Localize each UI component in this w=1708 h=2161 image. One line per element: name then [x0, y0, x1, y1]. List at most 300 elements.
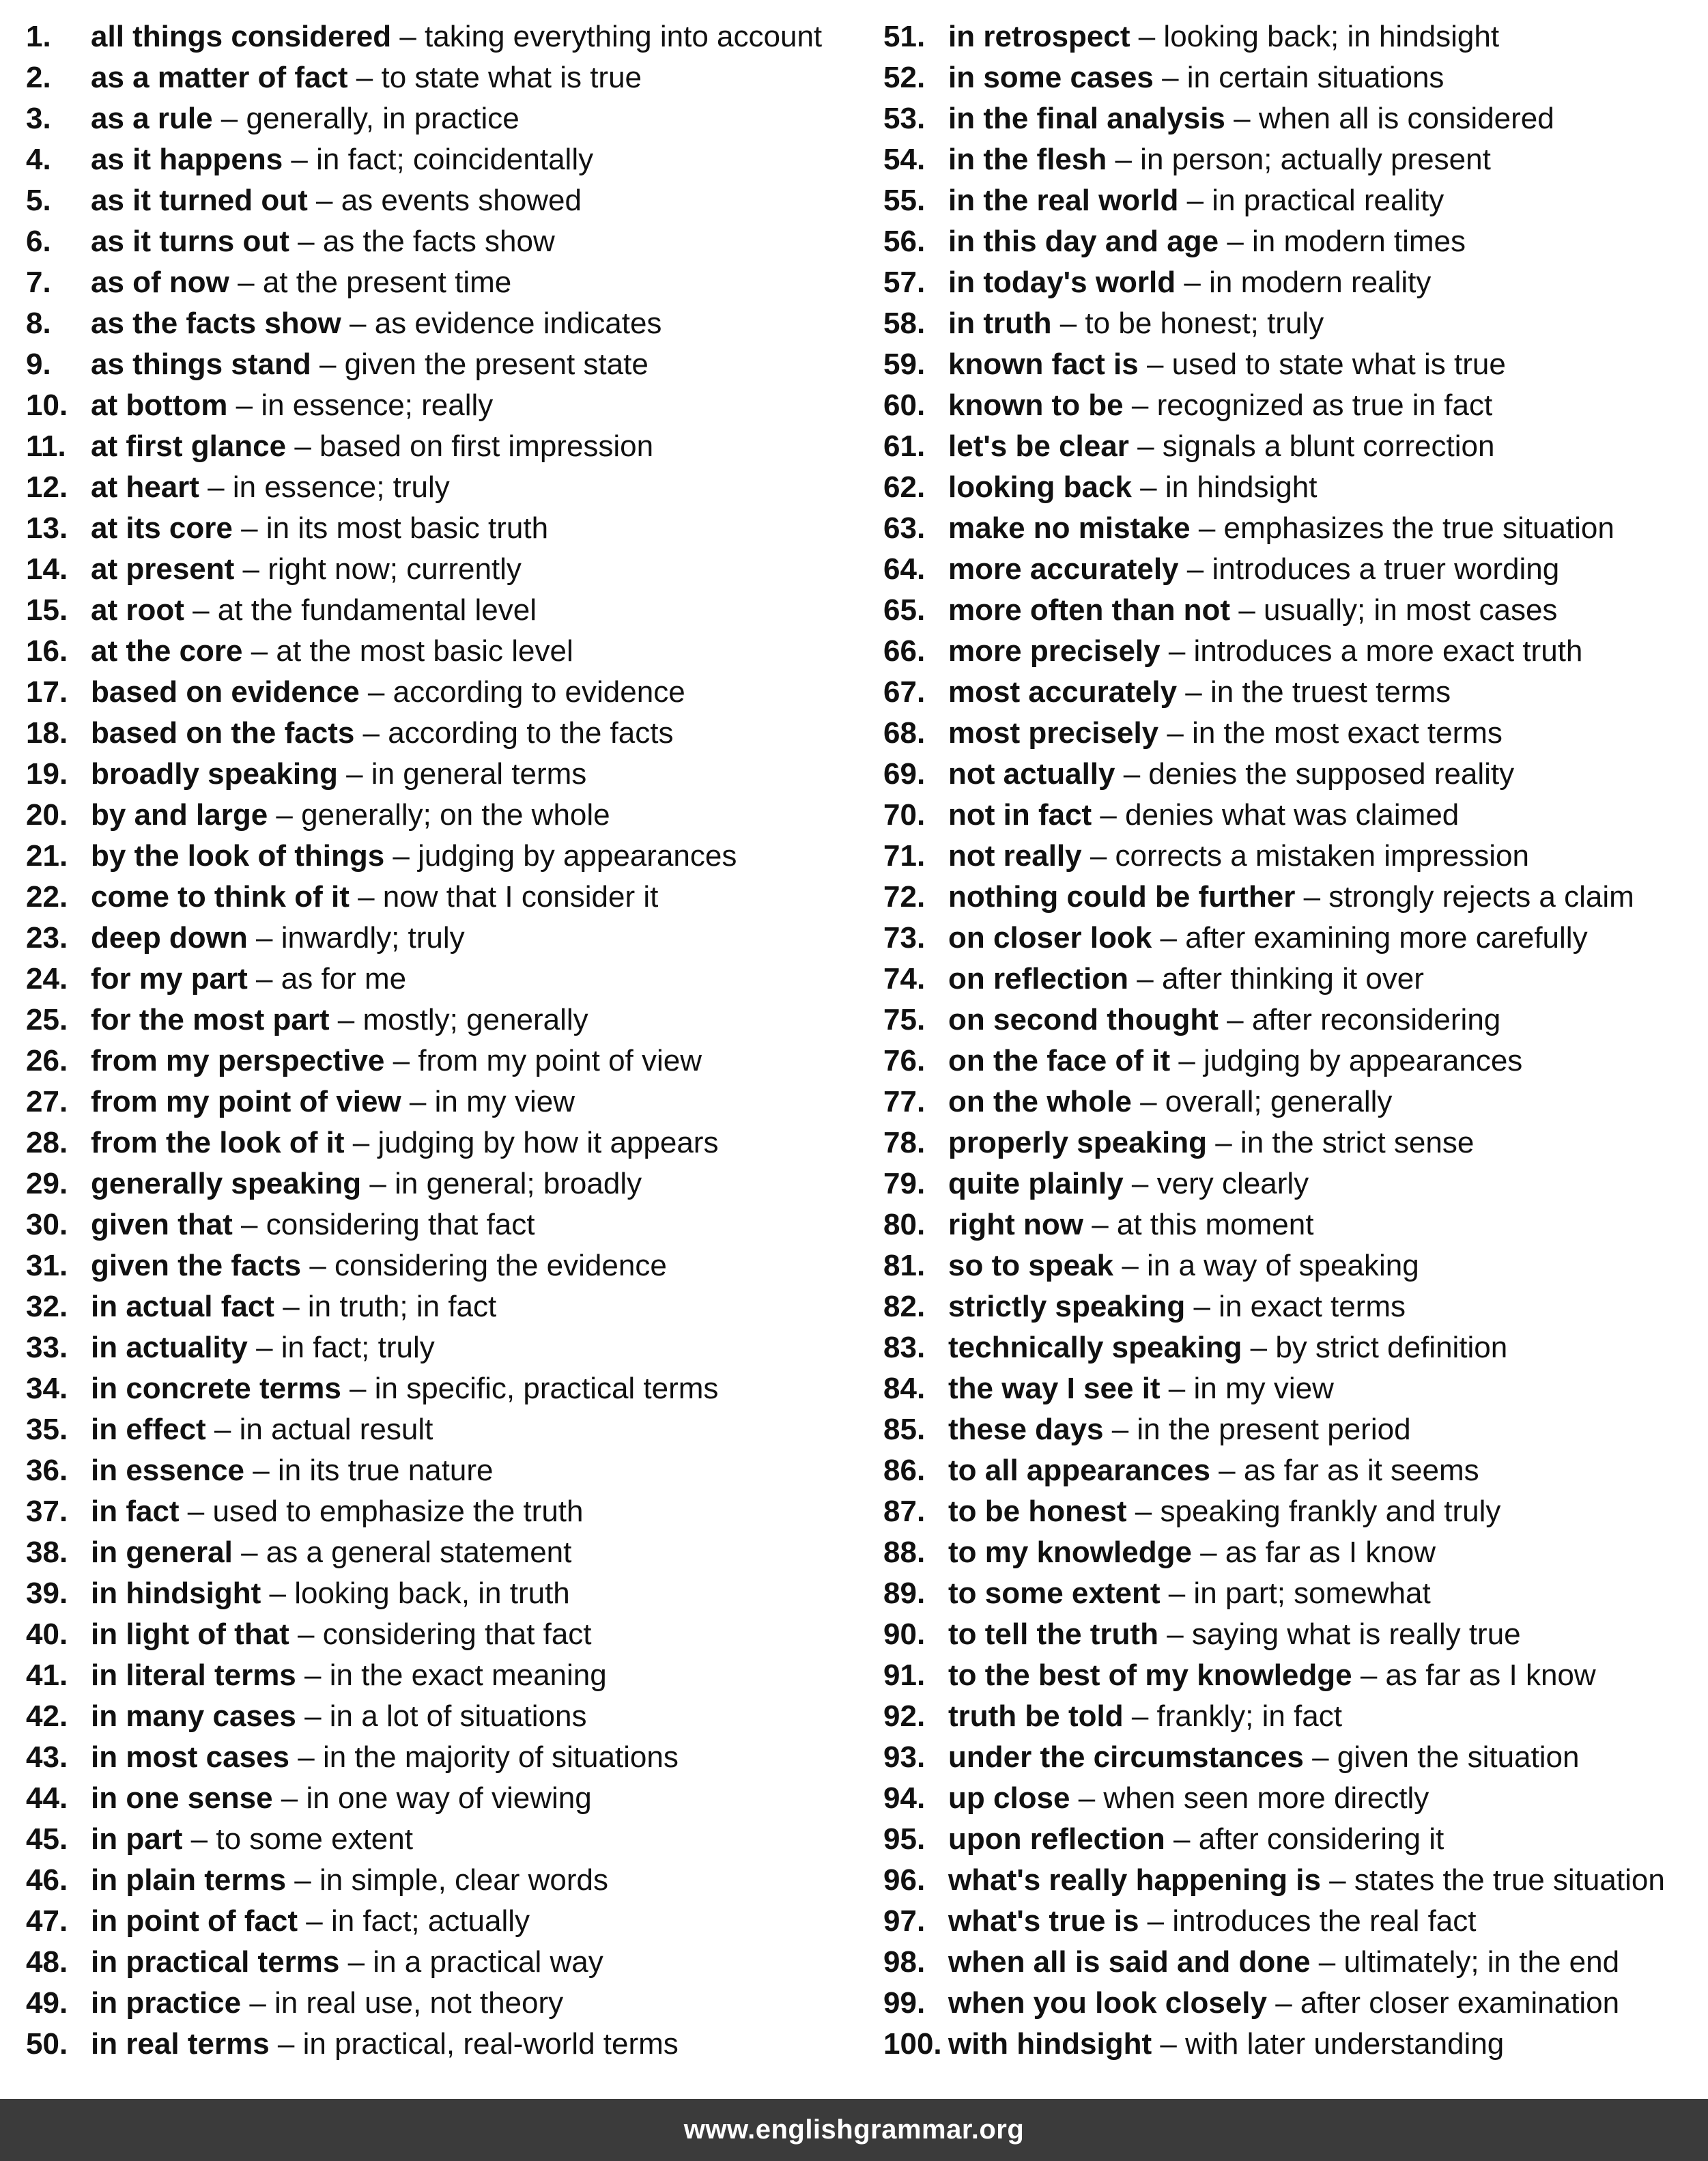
item-definition: – as for me	[247, 962, 407, 995]
item-number: 80.	[883, 1208, 926, 1241]
item-number: 83.	[883, 1331, 926, 1364]
item-definition: – ultimately; in the end	[1310, 1945, 1620, 1979]
footer-url: www.englishgrammar.org	[683, 2115, 1025, 2145]
item-number: 77.	[883, 1085, 926, 1118]
item-phrase: in the flesh	[948, 143, 1107, 176]
item-number: 96.	[883, 1863, 926, 1897]
item-phrase: in the real world	[948, 184, 1179, 217]
item-number: 24.	[26, 962, 68, 995]
list-item	[26, 1082, 879, 1122]
item-phrase: from my point of view	[91, 1085, 401, 1118]
item-phrase: on second thought	[948, 1003, 1219, 1036]
item-phrase: at its core	[91, 511, 233, 545]
item-definition: – in the majority of situations	[289, 1740, 679, 1774]
item-phrase: as a matter of fact	[91, 61, 348, 94]
item-phrase: for my part	[91, 962, 248, 995]
list-item	[26, 1655, 879, 1696]
list-item	[26, 1901, 879, 1942]
item-phrase: in real terms	[91, 2027, 270, 2061]
item-number: 12.	[26, 470, 68, 504]
item-definition: – in part; somewhat	[1160, 1577, 1431, 1610]
list-item	[883, 221, 1708, 262]
list-item	[26, 426, 879, 467]
item-phrase: to tell the truth	[948, 1618, 1158, 1651]
item-number: 2.	[26, 61, 51, 94]
item-definition: – in specific, practical terms	[341, 1372, 719, 1405]
item-phrase: not in fact	[948, 798, 1092, 832]
list-item	[883, 467, 1708, 508]
item-definition: – generally, in practice	[212, 102, 519, 135]
item-number: 18.	[26, 716, 68, 750]
item-number: 48.	[26, 1945, 68, 1979]
item-definition: – now that I consider it	[349, 880, 659, 914]
item-phrase: upon reflection	[948, 1822, 1165, 1856]
item-number: 82.	[883, 1290, 926, 1323]
list-item	[883, 1737, 1708, 1778]
list-item	[883, 262, 1708, 303]
list-item	[26, 1573, 879, 1614]
item-phrase: under the circumstances	[948, 1740, 1304, 1774]
item-number: 5.	[26, 184, 51, 217]
item-number: 8.	[26, 307, 51, 340]
item-number: 43.	[26, 1740, 68, 1774]
item-definition: – mostly; generally	[329, 1003, 588, 1036]
item-phrase: in some cases	[948, 61, 1154, 94]
item-phrase: looking back	[948, 470, 1132, 504]
item-definition: – given the situation	[1303, 1740, 1580, 1774]
item-definition: – in truth; in fact	[274, 1290, 497, 1323]
item-definition: – when all is considered	[1225, 102, 1554, 135]
item-number: 94.	[883, 1781, 926, 1815]
item-phrase: to be honest	[948, 1495, 1127, 1528]
item-number: 23.	[26, 921, 68, 955]
item-number: 91.	[883, 1658, 926, 1692]
item-phrase: on the whole	[948, 1085, 1132, 1118]
list-item	[883, 1655, 1708, 1696]
item-number: 38.	[26, 1536, 68, 1569]
item-phrase: make no mistake	[948, 511, 1191, 545]
list-item	[883, 426, 1708, 467]
item-phrase: at root	[91, 593, 184, 627]
list-item	[883, 1204, 1708, 1245]
item-number: 89.	[883, 1577, 926, 1610]
list-item	[883, 836, 1708, 877]
list-item	[26, 1491, 879, 1532]
list-item	[883, 1696, 1708, 1737]
list-item	[26, 1286, 879, 1327]
item-phrase: in actual fact	[91, 1290, 274, 1323]
item-phrase: in hindsight	[91, 1577, 261, 1610]
list-item	[883, 180, 1708, 221]
list-item	[883, 1983, 1708, 2024]
list-item	[26, 672, 879, 713]
item-phrase: given the facts	[91, 1249, 302, 1282]
item-definition: – emphasizes the true situation	[1190, 511, 1614, 545]
item-phrase: known fact is	[948, 348, 1139, 381]
list-item	[883, 1368, 1708, 1409]
item-number: 85.	[883, 1413, 926, 1446]
item-phrase: strictly speaking	[948, 1290, 1186, 1323]
item-number: 100.	[883, 2027, 942, 2061]
list-item	[26, 1778, 879, 1819]
list-item	[26, 877, 879, 918]
item-definition: – in general; broadly	[361, 1167, 642, 1200]
item-number: 37.	[26, 1495, 68, 1528]
item-definition: – in exact terms	[1185, 1290, 1406, 1323]
list-item	[883, 1327, 1708, 1368]
item-number: 76.	[883, 1044, 926, 1077]
item-definition: – in the exact meaning	[296, 1658, 607, 1692]
item-phrase: with hindsight	[948, 2027, 1152, 2061]
item-phrase: as it turned out	[91, 184, 308, 217]
item-phrase: in effect	[91, 1413, 206, 1446]
item-phrase: up close	[948, 1781, 1070, 1815]
list-item	[883, 1041, 1708, 1082]
item-phrase: in truth	[948, 307, 1052, 340]
item-definition: – in my view	[1160, 1372, 1334, 1405]
item-phrase: for the most part	[91, 1003, 330, 1036]
item-number: 15.	[26, 593, 68, 627]
item-number: 71.	[883, 839, 926, 873]
item-definition: – as far as it seems	[1210, 1454, 1479, 1487]
item-definition: – right now; currently	[234, 552, 522, 586]
item-number: 64.	[883, 552, 926, 586]
item-definition: – in certain situations	[1153, 61, 1444, 94]
item-phrase: by the look of things	[91, 839, 385, 873]
item-number: 7.	[26, 266, 51, 299]
item-definition: – in the truest terms	[1177, 675, 1451, 709]
item-number: 68.	[883, 716, 926, 750]
item-number: 35.	[26, 1413, 68, 1446]
list-item	[26, 1696, 879, 1737]
list-item	[26, 262, 879, 303]
item-definition: – from my point of view	[384, 1044, 702, 1077]
item-phrase: in most cases	[91, 1740, 290, 1774]
item-definition: – at the present time	[229, 266, 512, 299]
item-definition: – after closer examination	[1267, 1986, 1620, 2020]
item-definition: – used to emphasize the truth	[179, 1495, 584, 1528]
item-definition: – according to evidence	[359, 675, 685, 709]
item-number: 70.	[883, 798, 926, 832]
list-item	[883, 1409, 1708, 1450]
list-item	[26, 713, 879, 754]
item-definition: – judging by appearances	[1170, 1044, 1523, 1077]
list-item	[883, 139, 1708, 180]
item-definition: – after thinking it over	[1128, 962, 1424, 995]
item-number: 73.	[883, 921, 926, 955]
item-number: 51.	[883, 20, 926, 53]
item-definition: – usually; in most cases	[1230, 593, 1558, 627]
list-item	[26, 1041, 879, 1082]
list-item	[883, 1942, 1708, 1983]
item-phrase: nothing could be further	[948, 880, 1296, 914]
list-item	[26, 1204, 879, 1245]
item-phrase: all things considered	[91, 20, 392, 53]
item-definition: – denies what was claimed	[1092, 798, 1460, 832]
item-phrase: in practical terms	[91, 1945, 340, 1979]
list-item	[26, 467, 879, 508]
item-phrase: quite plainly	[948, 1167, 1124, 1200]
list-item	[26, 1983, 879, 2024]
item-definition: – judging by how it appears	[344, 1126, 719, 1159]
item-number: 26.	[26, 1044, 68, 1077]
item-number: 14.	[26, 552, 68, 586]
item-phrase: most accurately	[948, 675, 1178, 709]
item-phrase: properly speaking	[948, 1126, 1208, 1159]
list-item	[26, 1000, 879, 1041]
item-number: 57.	[883, 266, 926, 299]
item-number: 34.	[26, 1372, 68, 1405]
item-definition: – as a general statement	[232, 1536, 572, 1569]
list-item	[883, 57, 1708, 98]
list-item	[883, 508, 1708, 549]
item-phrase: broadly speaking	[91, 757, 338, 791]
item-phrase: given that	[91, 1208, 233, 1241]
item-definition: – speaking frankly and truly	[1126, 1495, 1501, 1528]
item-number: 65.	[883, 593, 926, 627]
item-phrase: from the look of it	[91, 1126, 345, 1159]
item-phrase: when you look closely	[948, 1986, 1268, 2020]
item-number: 61.	[883, 429, 926, 463]
item-definition: – very clearly	[1123, 1167, 1309, 1200]
item-phrase: in the final analysis	[948, 102, 1225, 135]
item-phrase: what's really happening is	[948, 1863, 1321, 1897]
item-number: 74.	[883, 962, 926, 995]
list-item	[26, 139, 879, 180]
item-number: 50.	[26, 2027, 68, 2061]
item-definition: – in modern reality	[1176, 266, 1432, 299]
item-number: 45.	[26, 1822, 68, 1856]
item-number: 32.	[26, 1290, 68, 1323]
item-definition: – in simple, clear words	[286, 1863, 609, 1897]
item-number: 67.	[883, 675, 926, 709]
item-phrase: as it turns out	[91, 225, 289, 258]
item-number: 95.	[883, 1822, 926, 1856]
item-definition: – recognized as true in fact	[1123, 389, 1493, 422]
list-item	[883, 1122, 1708, 1163]
item-definition: – in fact; coincidentally	[283, 143, 594, 176]
item-definition: – in actual result	[205, 1413, 433, 1446]
list-item	[883, 16, 1708, 57]
list-item	[883, 1245, 1708, 1286]
item-number: 41.	[26, 1658, 68, 1692]
item-phrase: in part	[91, 1822, 183, 1856]
list-item	[26, 1942, 879, 1983]
item-number: 90.	[883, 1618, 926, 1651]
item-definition: – to state what is true	[347, 61, 642, 94]
item-number: 72.	[883, 880, 926, 914]
item-phrase: at the core	[91, 634, 243, 668]
item-phrase: technically speaking	[948, 1331, 1242, 1364]
item-number: 44.	[26, 1781, 68, 1815]
item-definition: – introduces a truer wording	[1178, 552, 1560, 586]
item-phrase: in many cases	[91, 1699, 296, 1733]
item-number: 42.	[26, 1699, 68, 1733]
item-definition: – signals a blunt correction	[1128, 429, 1495, 463]
item-number: 21.	[26, 839, 68, 873]
item-phrase: to my knowledge	[948, 1536, 1192, 1569]
list-item	[883, 2024, 1708, 2065]
item-definition: – in essence; truly	[199, 470, 450, 504]
item-definition: – in modern times	[1219, 225, 1466, 258]
item-number: 1.	[26, 20, 51, 53]
item-definition: – introduces a more exact truth	[1160, 634, 1583, 668]
item-number: 93.	[883, 1740, 926, 1774]
item-definition: – introduces the real fact	[1139, 1904, 1477, 1938]
list-item	[26, 918, 879, 959]
list-item	[26, 98, 879, 139]
item-definition: – in its most basic truth	[232, 511, 549, 545]
item-phrase: what's true is	[948, 1904, 1139, 1938]
item-phrase: in general	[91, 1536, 233, 1569]
item-definition: – frankly; in fact	[1123, 1699, 1342, 1733]
item-definition: – given the present state	[311, 348, 649, 381]
item-phrase: in retrospect	[948, 20, 1130, 53]
item-definition: – considering that fact	[232, 1208, 535, 1241]
item-number: 4.	[26, 143, 51, 176]
list-item	[26, 1368, 879, 1409]
item-phrase: in concrete terms	[91, 1372, 341, 1405]
item-phrase: right now	[948, 1208, 1083, 1241]
item-phrase: to all appearances	[948, 1454, 1210, 1487]
list-item	[883, 1532, 1708, 1573]
list-item	[26, 180, 879, 221]
list-item	[26, 1327, 879, 1368]
item-number: 99.	[883, 1986, 926, 2020]
item-definition: – considering the evidence	[301, 1249, 667, 1282]
item-definition: – by strict definition	[1242, 1331, 1508, 1364]
item-phrase: on closer look	[948, 921, 1152, 955]
item-number: 81.	[883, 1249, 926, 1282]
item-phrase: in plain terms	[91, 1863, 287, 1897]
item-number: 20.	[26, 798, 68, 832]
item-definition: – at this moment	[1083, 1208, 1314, 1241]
list-item	[26, 508, 879, 549]
item-definition: – inwardly; truly	[247, 921, 465, 955]
item-definition: – as far as I know	[1352, 1658, 1596, 1692]
item-number: 86.	[883, 1454, 926, 1487]
item-definition: – as the facts show	[289, 225, 555, 258]
item-definition: – in its true nature	[244, 1454, 494, 1487]
item-number: 63.	[883, 511, 926, 545]
list-item	[26, 590, 879, 631]
item-definition: – denies the supposed reality	[1115, 757, 1515, 791]
item-phrase: based on the facts	[91, 716, 355, 750]
item-number: 98.	[883, 1945, 926, 1979]
list-item	[26, 1860, 879, 1901]
item-number: 53.	[883, 102, 926, 135]
list-item	[883, 1000, 1708, 1041]
item-number: 84.	[883, 1372, 926, 1405]
list-item	[26, 1122, 879, 1163]
item-number: 60.	[883, 389, 926, 422]
item-number: 29.	[26, 1167, 68, 1200]
list-item	[26, 344, 879, 385]
phrase-column-right	[883, 16, 1708, 2065]
item-definition: – strongly rejects a claim	[1295, 880, 1634, 914]
item-number: 55.	[883, 184, 926, 217]
list-item	[883, 1573, 1708, 1614]
item-definition: – in real use, not theory	[241, 1986, 564, 2020]
item-phrase: come to think of it	[91, 880, 350, 914]
item-number: 10.	[26, 389, 68, 422]
item-phrase: truth be told	[948, 1699, 1124, 1733]
item-definition: – states the true situation	[1320, 1863, 1665, 1897]
item-definition: – in a way of speaking	[1113, 1249, 1419, 1282]
item-number: 33.	[26, 1331, 68, 1364]
item-definition: – in fact; actually	[298, 1904, 530, 1938]
item-phrase: at first glance	[91, 429, 287, 463]
item-definition: – in fact; truly	[247, 1331, 435, 1364]
item-number: 25.	[26, 1003, 68, 1036]
list-item	[26, 959, 879, 1000]
item-definition: – to some extent	[182, 1822, 413, 1856]
item-number: 92.	[883, 1699, 926, 1733]
list-item	[883, 1901, 1708, 1942]
item-phrase: on reflection	[948, 962, 1129, 995]
item-phrase: as things stand	[91, 348, 311, 381]
list-item	[883, 1163, 1708, 1204]
item-definition: – in practical, real-world terms	[269, 2027, 679, 2061]
item-number: 22.	[26, 880, 68, 914]
item-number: 17.	[26, 675, 68, 709]
list-item	[883, 754, 1708, 795]
item-phrase: most precisely	[948, 716, 1159, 750]
item-definition: – based on first impression	[286, 429, 654, 463]
list-item	[26, 549, 879, 590]
item-definition: – when seen more directly	[1070, 1781, 1429, 1815]
item-phrase: in actuality	[91, 1331, 248, 1364]
list-item	[883, 1491, 1708, 1532]
item-definition: – in essence; really	[227, 389, 494, 422]
item-number: 52.	[883, 61, 926, 94]
item-definition: – in the most exact terms	[1158, 716, 1503, 750]
list-item	[883, 1860, 1708, 1901]
item-number: 27.	[26, 1085, 68, 1118]
list-item	[883, 918, 1708, 959]
item-definition: – in a lot of situations	[296, 1699, 587, 1733]
list-item	[26, 1532, 879, 1573]
item-phrase: at heart	[91, 470, 199, 504]
item-definition: – in my view	[401, 1085, 575, 1118]
item-number: 62.	[883, 470, 926, 504]
item-phrase: deep down	[91, 921, 248, 955]
list-item	[26, 836, 879, 877]
item-phrase: not actually	[948, 757, 1115, 791]
item-number: 6.	[26, 225, 51, 258]
phrase-list	[0, 16, 1708, 2072]
list-item	[26, 631, 879, 672]
list-item	[26, 57, 879, 98]
item-definition: – overall; generally	[1131, 1085, 1393, 1118]
item-phrase: as it happens	[91, 143, 283, 176]
item-phrase: on the face of it	[948, 1044, 1171, 1077]
list-item	[26, 385, 879, 426]
list-item	[26, 2024, 879, 2065]
item-phrase: by and large	[91, 798, 268, 832]
item-number: 69.	[883, 757, 926, 791]
item-phrase: the way I see it	[948, 1372, 1161, 1405]
item-phrase: at present	[91, 552, 235, 586]
item-phrase: in literal terms	[91, 1658, 296, 1692]
item-number: 36.	[26, 1454, 68, 1487]
item-phrase: in light of that	[91, 1618, 289, 1651]
item-phrase: generally speaking	[91, 1167, 362, 1200]
item-definition: – in a practical way	[339, 1945, 603, 1979]
item-phrase: let's be clear	[948, 429, 1129, 463]
item-phrase: from my perspective	[91, 1044, 385, 1077]
item-number: 30.	[26, 1208, 68, 1241]
